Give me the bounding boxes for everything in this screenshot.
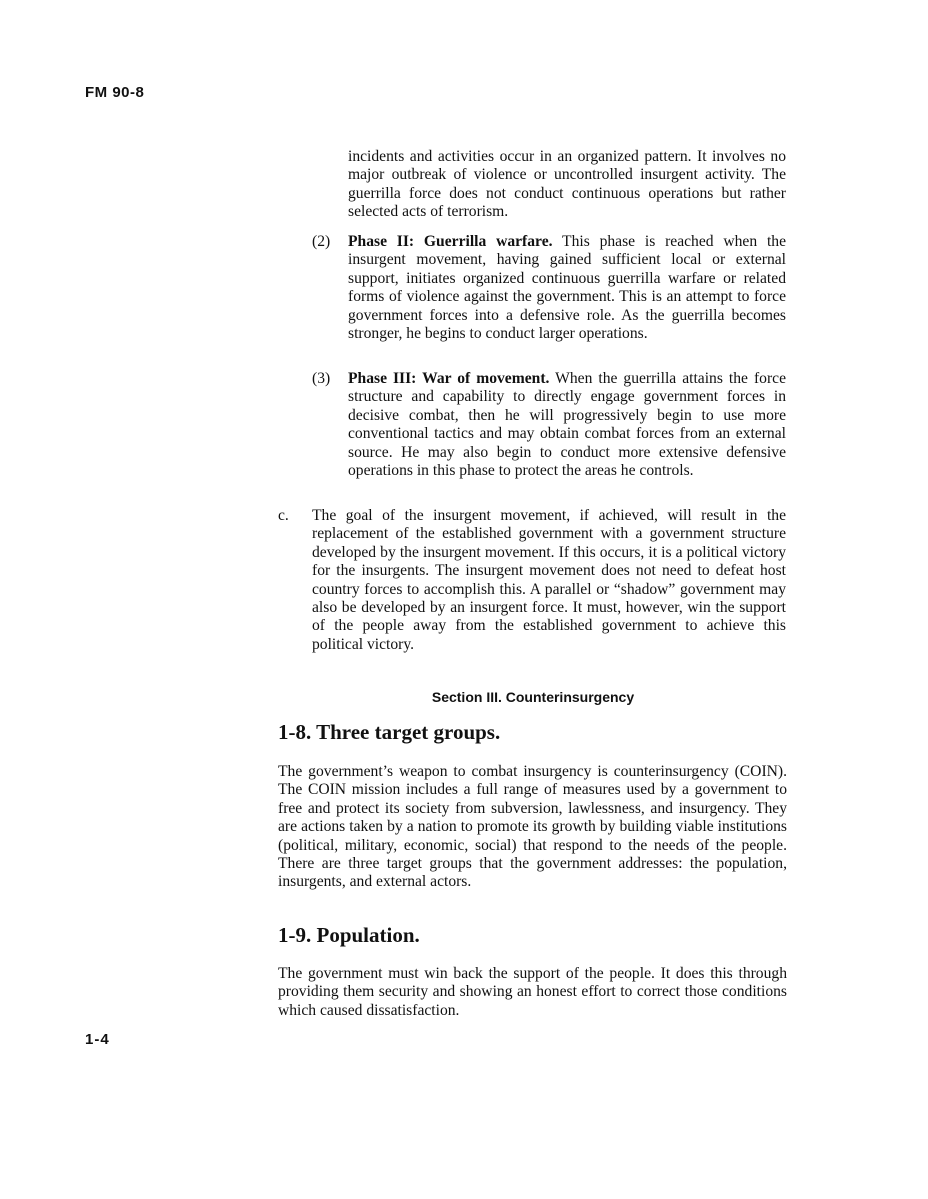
phase2-title: Phase II: Guerrilla warfare. <box>348 233 553 250</box>
phase3-title: Phase III: War of movement. <box>348 370 550 387</box>
page-number: 1-4 <box>85 1031 110 1048</box>
phase2-paragraph <box>348 233 786 343</box>
document-id: FM 90-8 <box>85 84 145 101</box>
section-heading: Section III. Counterinsurgency <box>431 689 635 705</box>
phase2-text: This phase is reached when the insurgent movement, having gained sufficient local or external support, initiates organized continuous guerrilla warfare or related forms of violence against the government. This is an attempt to force government forces into a defensive role. As the guerrilla becomes stronger, he begins to conduct larger operations. <box>348 233 786 343</box>
phase3-text: When the guerrilla attains the force structure and capability to directly engage government forces in decisive combat, then he will progressively begin to use more conventional tactics and may obtain combat forces from an external source. He may also begin to conduct more extensive defensive operations in this phase to protect the areas he controls. <box>348 370 786 480</box>
continued-paragraph: incidents and activities occur in an organized pattern. It involves no major outbreak of violence or uncontrolled insurgent activity. The guerrilla force does not conduct continuous operations but rather selected acts of terrorism. <box>348 148 786 221</box>
heading-1-9: 1-9. Population. <box>278 923 420 947</box>
paragraph-1-8: The government’s weapon to combat insurgency is counterinsurgency (COIN). The COIN mission includes a full range of measures used by a government to free and protect its society from subversion, lawlessness, and insurgency. They are actions taken by a nation to promote its growth by building viable institutions (political, military, economic, social) that respond to the needs of the people. There are three target groups that the government addresses: the population, insurgents, and external actors. <box>278 763 787 891</box>
phase2-number: (2) <box>312 233 331 250</box>
item-c-label: c. <box>278 507 289 524</box>
heading-1-8: 1-8. Three target groups. <box>278 720 501 744</box>
phase3-paragraph <box>348 370 786 480</box>
paragraph-1-9: The government must win back the support of the people. It does this through providing them security and showing an honest effort to correct those conditions which caused dissatisfaction. <box>278 965 787 1019</box>
phase3-number: (3) <box>312 370 331 387</box>
item-c-paragraph: The goal of the insurgent movement, if achieved, will result in the replacement of the established government with a government structure developed by the insurgent movement. If this occurs, it is a political victory for the insurgents. The insurgent movement does not need to defeat host country forces to accomplish this. A parallel or “shadow” government may also be developed by an insurgent force. It must, however, win the support of the people away from the established government to achieve this political victory. <box>312 507 786 653</box>
